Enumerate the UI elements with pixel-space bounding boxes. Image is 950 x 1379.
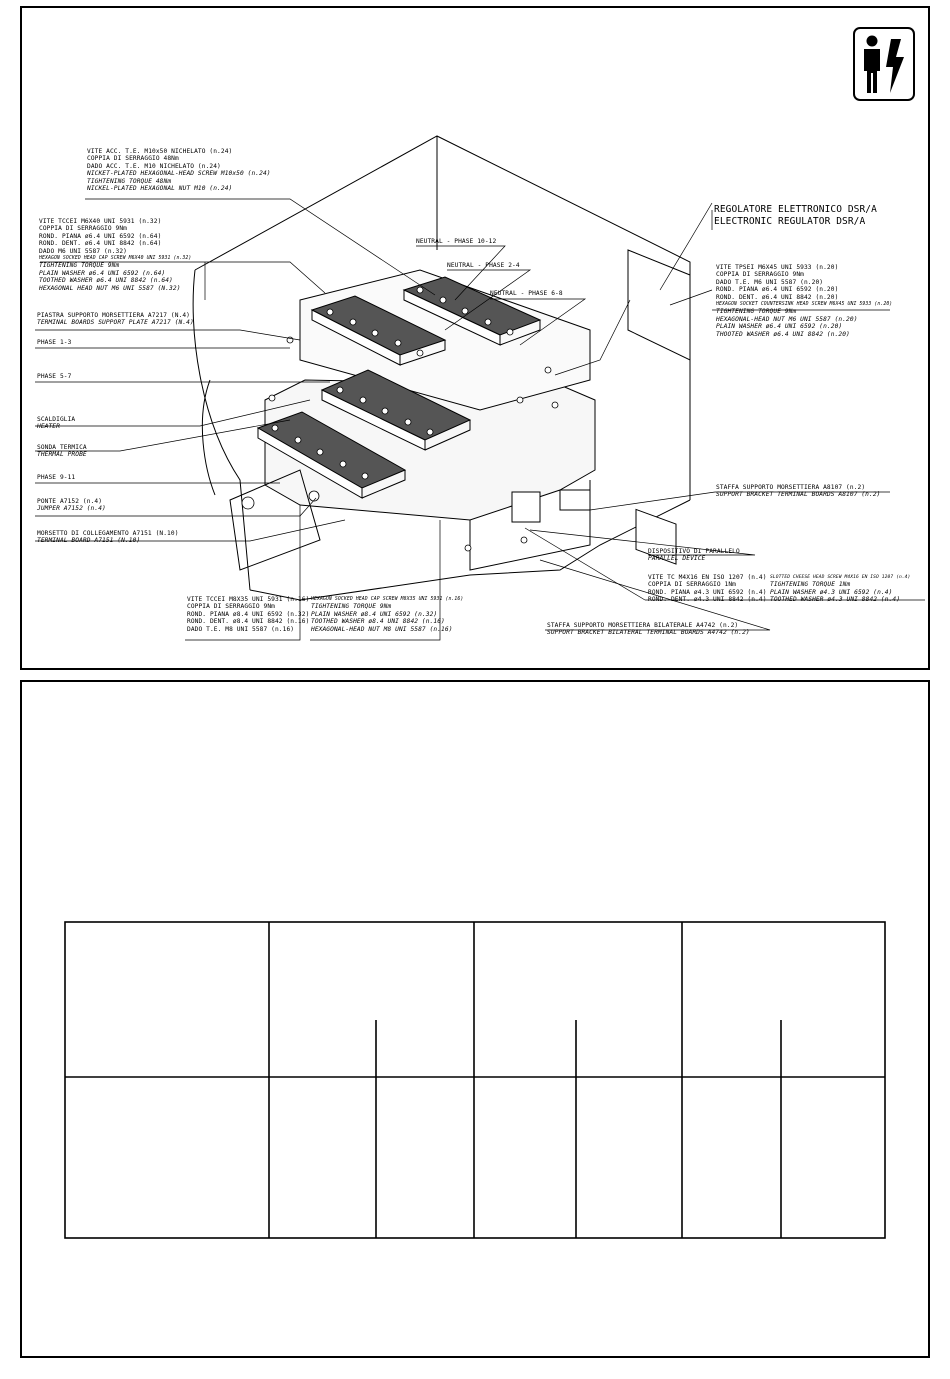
m6-screw-callout: VITE TCCEI M6X40 UNI 5931 (n.32) COPPIA DI SERRAGGIO 9Nm ROND. PIANA ø6.4 UNI 6592 (n.64) ROND. DENT. ø6.4 UNI 8842 (n.64) DADO M6 UNI 5587 (n.32) HEXAGON SOCKED HEAD CAP SCREW M6X40 UNI 5931 (n.32) TIGHTENING TORQUE 9Nm PLAIN WASHER ø6.4 UNI 6592 (n.64) TOOTHED WASHER ø6.4 UNI 8842 (n.64) HEXAGONAL HEAD NUT M6 UNI 5587 (N.32) (39, 218, 192, 292)
heater-label: SCALDIGLIA HEATER (37, 416, 76, 431)
phase-1-3-label: PHASE 1-3 (37, 339, 72, 346)
specification-table (65, 922, 885, 1238)
plate-callout: PIASTRA SUPPORTO MORSETTIERA A7217 (N.4) TERMINAL BOARDS SUPPORT PLATE A7217 (N.4) (37, 312, 194, 327)
m6x45-screw-callout: VITE TPSEI M6X45 UNI 5933 (n.20) COPPIA DI SERRAGGIO 9Nm DADO T.E. M6 UNI 5587 (n.20) ROND. PIANA ø6.4 UNI 6592 (n.20) ROND. DENT. ø6.4 UNI 8842 (n.20) HEXAGON SOCKET COUNTERSINK HEAD SCREW M6X45 UNI 5933 (n.20) TIGHTENING TORQUE 9Nm HEXAGONAL-HEAD NUT M6 UNI 5587 (n.20) PLAIN WASHER ø6.4 UNI 6592 (n.20) THOOTED WASHER ø6.4 UNI 8842 (n.20) (716, 264, 893, 338)
neutral-10-12-label: NEUTRAL - PHASE 10-12 (416, 238, 497, 245)
neutral-6-8-label: NEUTRAL - PHASE 6-8 (490, 290, 563, 297)
probe-label: SONDA TERMICA THERMAL PROBE (37, 444, 87, 459)
jumper-label: PONTE A7152 (n.4) JUMPER A7152 (n.4) (37, 498, 106, 513)
bilateral-bracket-label: STAFFA SUPPORTO MORSETTIERA BILATERALE A4742 (n.2) SUPPORT BRACKET BILATERAL TERMINAL BOARDS A4742 (n.2) (547, 622, 750, 637)
m8-screw-callout-en: HEXAGON SOCKED HEAD CAP SCREW M8X35 UNI 5931 (n.16) TIGHTENING TORQUE 9Nm PLAIN WASHER ø8.4 UNI 6592 (n.32) TOOTHED WASHER ø8.4 UNI 8842 (n.16) HEXAGONAL-HEAD NUT M8 UNI 5587 (n.16) (311, 597, 464, 633)
phase-9-11-label: PHASE 9-11 (37, 474, 76, 481)
terminal-label: MORSETTO DI COLLEGAMENTO A7151 (N.10) TERMINAL BOARD A7151 (N.10) (37, 530, 179, 545)
m10-screw-callout: VITE ACC. T.E. M10x50 NICHELATO (n.24) COPPIA DI SERRAGGIO 48Nm DADO ACC. T.E. M10 NICHELATO (n.24) NICKET-PLATED HEXAGONAL-HEAD SCREW M10x50 (n.24) TIGHTENING TORQUE 48Nm NICKEL-PLATED HEXAGONAL NUT M10 (n.24) (87, 148, 271, 193)
bracket-label: STAFFA SUPPORTO MORSETTIERA A8107 (n.2) SUPPORT BRACKET TERMINAL BOARDS A8107 (n.2) (716, 484, 881, 499)
regulator-label: REGOLATORE ELETTRONICO DSR/A ELECTRONIC REGULATOR DSR/A (714, 204, 877, 227)
parallel-device-label: DISPOSITIVO DI PARALLELO PARALLEL DEVICE (648, 548, 740, 563)
m4-screw-callout-en: SLOTTED CHEESE HEAD SCREW M4X16 EN ISO 1207 (n.4) TIGHTENING TORQUE 1Nm PLAIN WASHER ø4.3 UNI 6592 (n.4) TOOTHED WASHER ø4.3 UNI 8842 (n.4) (770, 575, 911, 604)
regulator-panel (628, 250, 690, 360)
m8-screw-callout-it: VITE TCCEI M8X35 UNI 5931 (n.16) COPPIA DI SERRAGGIO 9Nm ROND. PIANA ø8.4 UNI 6592 (n.32) ROND. DENT. ø8.4 UNI 8842 (n.16) DADO T.E. M8 UNI 5587 (n.16) (187, 596, 310, 633)
neutral-2-4-label: NEUTRAL - PHASE 2-4 (447, 262, 520, 269)
m4-screw-callout-it: VITE TC M4X16 EN ISO 1207 (n.4) COPPIA DI SERRAGGIO 1Nm ROND. PIANA ø4.3 UNI 6592 (n.4) ROND. DENT. ø4.3 UNI 8842 (n.4) (648, 574, 767, 604)
terminal-block-a8107 (560, 490, 590, 510)
parallel-device (512, 492, 540, 522)
phase-5-7-label: PHASE 5-7 (37, 373, 72, 380)
